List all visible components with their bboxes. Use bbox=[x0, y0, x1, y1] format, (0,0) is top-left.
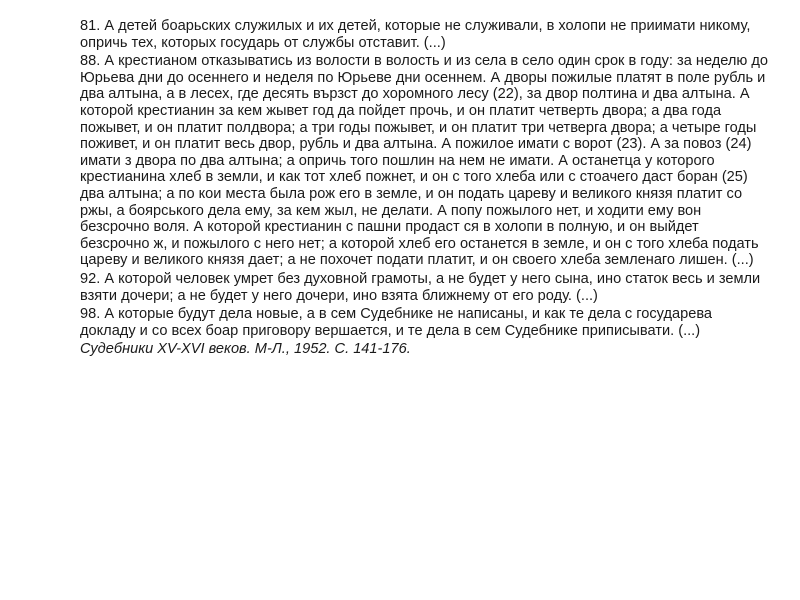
paragraph-81: 81. А детей боарьских служилых и их детей, которые не служивали, в холопи не приимати никому, опричь тех, которых государь от службы отставит. (...) bbox=[80, 18, 751, 51]
source-citation: Судебники XV-XVI веков. М-Л., 1952. С. 141-176. bbox=[80, 341, 411, 358]
paragraph-98: 98. А которые будут дела новые, а в сем Судебнике не написаны, и как те дела с государева докладу и со всех боар приговору вершается, и те дела в сем Судебнике приписывати. (...) bbox=[80, 306, 713, 339]
document-text bbox=[80, 18, 770, 360]
paragraph-88: 88. А крестианом отказыватись из волости в волость и из села в село один срок в году: за неделю до Юрьева дни до осеннего и неделя по Юрьеве дни осеннем. А дворы пожилые платят в поле рубль и два алтына, а в лесех, где десять вързст до хоромного лесу (22), за двор полтина и два алтына. А которой крестианин за кем жывет год да пойдет прочь, и он платит четверть двора; а два года пожывет, и он платит полдвора; а три годы пожывет, и он платит три четверга двора; а четыре годы поживет, и он платит весь двор, рубль и два алтына. А пожилое имати с ворот (23). А за повоз (24) имати з двора по два алтына; а опричь того пошлин на нем не имати. А останетца у которого крестианина хлеб в земли, и как тот хлеб пожнет, и он с того хлеба или с стоачего даст боран (25) два алтына; а по кои места была рож его в земле, и он подать цареву и великого князя платит со ржы, а боярського дела ему, за кем жыл, не делати. А попу пожылого нет, и ходити ему вон безсрочно воля. А которой крестианин с пашни продаст ся в холопи в полную, и он выйдет безсрочно ж, и пожылого с него нет; а которой хлеб его останется в земле, и он с того хлеба подать цареву и великого князя дает; а не похочет подати платит, и он своего хлеба земленаго лишен. (...) bbox=[80, 53, 769, 269]
paragraph-92: 92. А которой человек умрет без духовной грамоты, а не будет у него сына, ино статок весь и земли взяти дочери; а не будет у него дочери, ино взята ближнему от его роду. (...) bbox=[80, 270, 761, 304]
